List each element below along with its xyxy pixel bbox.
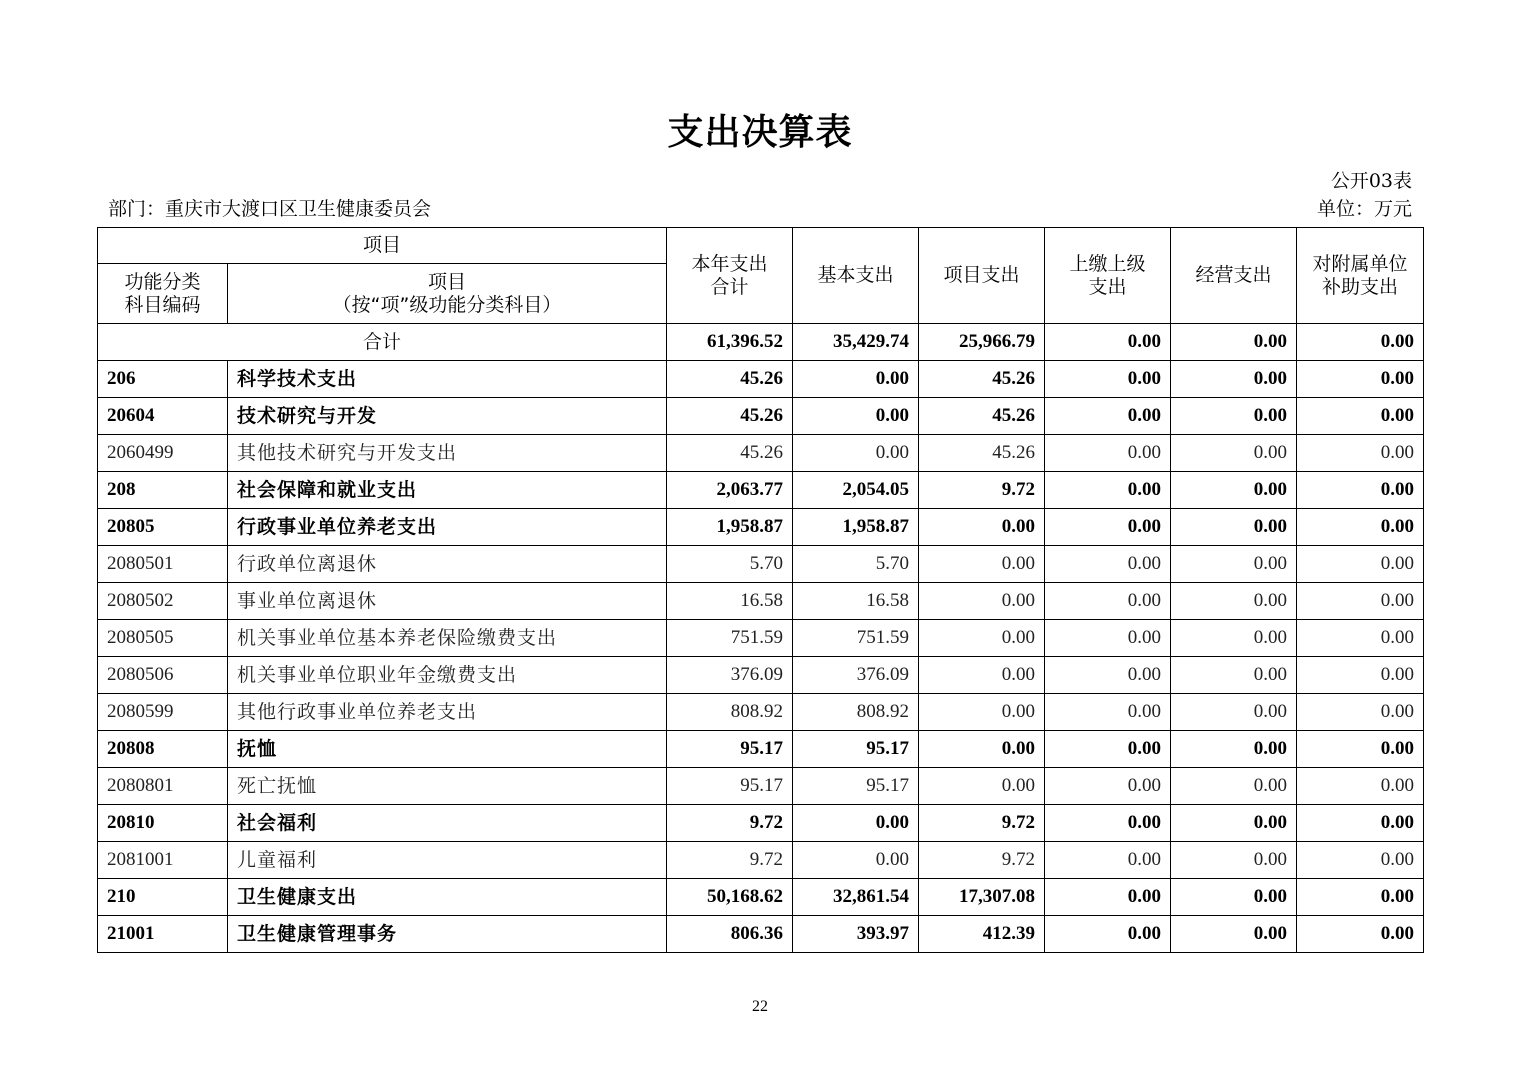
row-subsidy: 0.00 (1297, 361, 1424, 398)
row-upper: 0.00 (1045, 620, 1171, 657)
row-basic: 32,861.54 (793, 879, 919, 916)
row-project: 9.72 (919, 842, 1045, 879)
table-row (98, 731, 1424, 768)
row-upper: 0.00 (1045, 398, 1171, 435)
row-basic: 95.17 (793, 731, 919, 768)
row-project: 9.72 (919, 472, 1045, 509)
table-row (98, 583, 1424, 620)
table-row (98, 657, 1424, 694)
row-upper: 0.00 (1045, 731, 1171, 768)
row-business: 0.00 (1171, 879, 1297, 916)
row-business: 0.00 (1171, 842, 1297, 879)
row-business: 0.00 (1171, 583, 1297, 620)
header-basic: 基本支出 (793, 228, 919, 324)
row-subsidy: 0.00 (1297, 916, 1424, 953)
row-project: 0.00 (919, 731, 1045, 768)
row-business: 0.00 (1171, 657, 1297, 694)
row-business: 0.00 (1171, 768, 1297, 805)
table-row (98, 805, 1424, 842)
row-name: 抚恤 (228, 731, 667, 768)
row-name: 社会保障和就业支出 (228, 472, 667, 509)
header-business: 经营支出 (1171, 228, 1297, 324)
row-basic: 16.58 (793, 583, 919, 620)
header-row-1 (98, 228, 1424, 264)
total-row (98, 324, 1424, 361)
table-body (98, 228, 1424, 953)
row-code: 20805 (98, 509, 228, 546)
row-code: 2060499 (98, 435, 228, 472)
row-basic: 0.00 (793, 398, 919, 435)
table-row (98, 546, 1424, 583)
row-basic: 808.92 (793, 694, 919, 731)
total-upper: 0.00 (1045, 324, 1171, 361)
table-row (98, 768, 1424, 805)
row-project: 0.00 (919, 546, 1045, 583)
row-subsidy: 0.00 (1297, 879, 1424, 916)
page-title: 支出决算表 (667, 112, 853, 153)
row-total: 9.72 (667, 805, 793, 842)
row-business: 0.00 (1171, 731, 1297, 768)
row-code: 2080599 (98, 694, 228, 731)
row-total: 95.17 (667, 768, 793, 805)
table-row (98, 916, 1424, 953)
row-subsidy: 0.00 (1297, 620, 1424, 657)
row-code: 2080501 (98, 546, 228, 583)
row-project: 0.00 (919, 509, 1045, 546)
row-total: 9.72 (667, 842, 793, 879)
row-business: 0.00 (1171, 620, 1297, 657)
total-label: 合计 (98, 324, 667, 361)
row-basic: 2,054.05 (793, 472, 919, 509)
table-row (98, 398, 1424, 435)
row-project: 45.26 (919, 435, 1045, 472)
row-upper: 0.00 (1045, 879, 1171, 916)
row-business: 0.00 (1171, 916, 1297, 953)
table-row (98, 694, 1424, 731)
total-project: 25,966.79 (919, 324, 1045, 361)
row-code: 20808 (98, 731, 228, 768)
row-business: 0.00 (1171, 472, 1297, 509)
header-upper: 上缴上级 支出 (1045, 228, 1171, 324)
row-basic: 0.00 (793, 842, 919, 879)
row-total: 45.26 (667, 398, 793, 435)
row-total: 5.70 (667, 546, 793, 583)
row-total: 45.26 (667, 435, 793, 472)
row-upper: 0.00 (1045, 509, 1171, 546)
row-project: 0.00 (919, 694, 1045, 731)
row-total: 806.36 (667, 916, 793, 953)
row-basic: 0.00 (793, 805, 919, 842)
row-basic: 0.00 (793, 435, 919, 472)
row-code: 20810 (98, 805, 228, 842)
row-name: 事业单位离退休 (228, 583, 667, 620)
row-subsidy: 0.00 (1297, 472, 1424, 509)
row-name: 机关事业单位职业年金缴费支出 (228, 657, 667, 694)
row-basic: 0.00 (793, 361, 919, 398)
table-row (98, 361, 1424, 398)
row-basic: 751.59 (793, 620, 919, 657)
header-total: 本年支出 合计 (667, 228, 793, 324)
row-project: 0.00 (919, 768, 1045, 805)
row-subsidy: 0.00 (1297, 583, 1424, 620)
row-project: 9.72 (919, 805, 1045, 842)
row-upper: 0.00 (1045, 361, 1171, 398)
header-subsidy: 对附属单位 补助支出 (1297, 228, 1424, 324)
row-total: 751.59 (667, 620, 793, 657)
page-number: 22 (752, 998, 768, 1015)
row-name: 卫生健康管理事务 (228, 916, 667, 953)
row-code: 2080505 (98, 620, 228, 657)
header-name: 项目 （按“项”级功能分类科目） (228, 264, 667, 324)
table-row (98, 509, 1424, 546)
row-business: 0.00 (1171, 361, 1297, 398)
row-code: 206 (98, 361, 228, 398)
header-project: 项目 (98, 228, 667, 264)
row-business: 0.00 (1171, 435, 1297, 472)
total-business: 0.00 (1171, 324, 1297, 361)
row-total: 376.09 (667, 657, 793, 694)
form-number: 公开03表 (1330, 170, 1412, 192)
row-subsidy: 0.00 (1297, 546, 1424, 583)
row-code: 208 (98, 472, 228, 509)
row-subsidy: 0.00 (1297, 694, 1424, 731)
row-business: 0.00 (1171, 546, 1297, 583)
row-project: 45.26 (919, 361, 1045, 398)
row-subsidy: 0.00 (1297, 657, 1424, 694)
row-total: 50,168.62 (667, 879, 793, 916)
row-name: 其他技术研究与开发支出 (228, 435, 667, 472)
row-upper: 0.00 (1045, 657, 1171, 694)
row-project: 0.00 (919, 657, 1045, 694)
row-project: 0.00 (919, 620, 1045, 657)
row-subsidy: 0.00 (1297, 509, 1424, 546)
unit-label: 单位：万元 (1316, 198, 1412, 220)
row-name: 科学技术支出 (228, 361, 667, 398)
row-upper: 0.00 (1045, 435, 1171, 472)
row-upper: 0.00 (1045, 916, 1171, 953)
table-row (98, 620, 1424, 657)
row-total: 808.92 (667, 694, 793, 731)
row-code: 2081001 (98, 842, 228, 879)
row-basic: 393.97 (793, 916, 919, 953)
department-label: 部门：重庆市大渡口区卫生健康委员会 (108, 198, 432, 220)
row-code: 20604 (98, 398, 228, 435)
row-subsidy: 0.00 (1297, 842, 1424, 879)
row-subsidy: 0.00 (1297, 731, 1424, 768)
row-business: 0.00 (1171, 694, 1297, 731)
total-basic: 35,429.74 (793, 324, 919, 361)
table-row (98, 879, 1424, 916)
row-project: 412.39 (919, 916, 1045, 953)
row-business: 0.00 (1171, 398, 1297, 435)
row-code: 210 (98, 879, 228, 916)
row-upper: 0.00 (1045, 805, 1171, 842)
row-total: 1,958.87 (667, 509, 793, 546)
row-basic: 376.09 (793, 657, 919, 694)
row-total: 16.58 (667, 583, 793, 620)
row-basic: 5.70 (793, 546, 919, 583)
row-name: 行政单位离退休 (228, 546, 667, 583)
expenditure-table (97, 227, 1424, 953)
row-basic: 1,958.87 (793, 509, 919, 546)
header-project-expense: 项目支出 (919, 228, 1045, 324)
row-business: 0.00 (1171, 805, 1297, 842)
row-name: 机关事业单位基本养老保险缴费支出 (228, 620, 667, 657)
row-project: 17,307.08 (919, 879, 1045, 916)
row-code: 2080506 (98, 657, 228, 694)
row-name: 行政事业单位养老支出 (228, 509, 667, 546)
row-business: 0.00 (1171, 509, 1297, 546)
row-upper: 0.00 (1045, 768, 1171, 805)
row-code: 2080801 (98, 768, 228, 805)
row-upper: 0.00 (1045, 694, 1171, 731)
table-row (98, 472, 1424, 509)
total-total: 61,396.52 (667, 324, 793, 361)
row-name: 技术研究与开发 (228, 398, 667, 435)
row-code: 2080502 (98, 583, 228, 620)
row-total: 45.26 (667, 361, 793, 398)
row-name: 其他行政事业单位养老支出 (228, 694, 667, 731)
row-name: 卫生健康支出 (228, 879, 667, 916)
row-upper: 0.00 (1045, 583, 1171, 620)
row-upper: 0.00 (1045, 546, 1171, 583)
row-subsidy: 0.00 (1297, 805, 1424, 842)
row-name: 儿童福利 (228, 842, 667, 879)
table-row (98, 435, 1424, 472)
row-upper: 0.00 (1045, 472, 1171, 509)
row-code: 21001 (98, 916, 228, 953)
table-row (98, 842, 1424, 879)
header-code: 功能分类 科目编码 (98, 264, 228, 324)
row-total: 95.17 (667, 731, 793, 768)
row-subsidy: 0.00 (1297, 768, 1424, 805)
row-total: 2,063.77 (667, 472, 793, 509)
row-basic: 95.17 (793, 768, 919, 805)
row-upper: 0.00 (1045, 842, 1171, 879)
row-name: 死亡抚恤 (228, 768, 667, 805)
row-subsidy: 0.00 (1297, 435, 1424, 472)
row-subsidy: 0.00 (1297, 398, 1424, 435)
row-name: 社会福利 (228, 805, 667, 842)
row-project: 0.00 (919, 583, 1045, 620)
row-project: 45.26 (919, 398, 1045, 435)
total-subsidy: 0.00 (1297, 324, 1424, 361)
